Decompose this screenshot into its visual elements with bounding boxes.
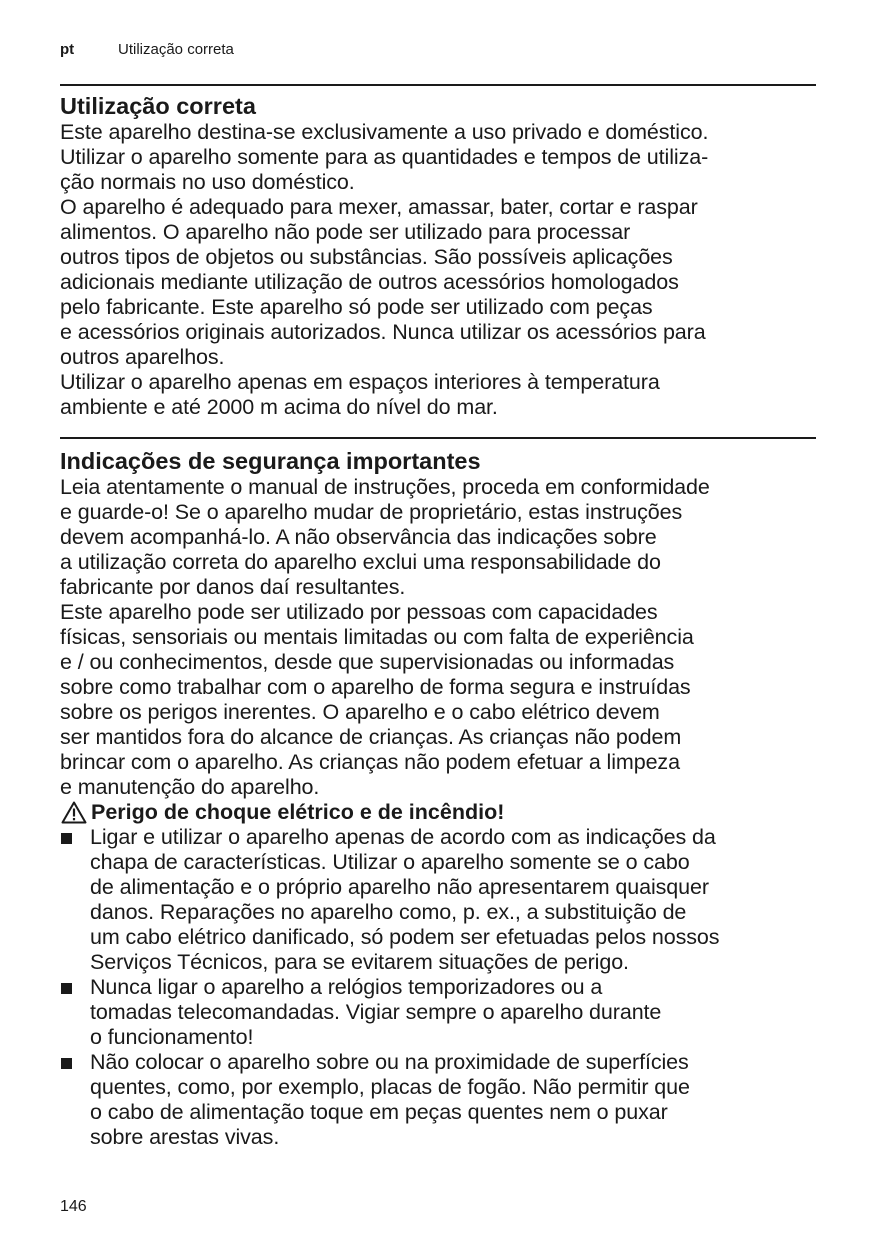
section-intended-use [60, 92, 820, 420]
bullet-square-icon [61, 833, 72, 844]
section-heading: Indicações de segurança importantes [60, 448, 481, 474]
text-line: um cabo elétrico danificado, só podem ser efetuadas pelos nossos [90, 925, 720, 949]
section-body [60, 475, 820, 800]
manual-page [60, 0, 816, 1241]
text-line: Este aparelho pode ser utilizado por pessoas com capacidades [60, 600, 658, 624]
list-item [60, 975, 820, 1050]
text-line: sobre os perigos inerentes. O aparelho e o cabo elétrico devem [60, 700, 660, 724]
text-line: chapa de características. Utilizar o aparelho somente se o cabo [90, 850, 690, 874]
bullet-square-icon [61, 983, 72, 994]
text-line: Serviços Técnicos, para se evitarem situações de perigo. [90, 950, 629, 974]
text-line: o cabo de alimentação toque em peças quentes nem o puxar [90, 1100, 668, 1124]
text-line: alimentos. O aparelho não pode ser utilizado para processar [60, 220, 631, 244]
text-line: Não colocar o aparelho sobre ou na proximidade de superfícies [90, 1050, 689, 1074]
text-line: o funcionamento! [90, 1025, 254, 1049]
warning-heading [60, 800, 820, 825]
text-line: outros tipos de objetos ou substâncias. São possíveis aplicações [60, 245, 673, 269]
bullet-square-icon [61, 1058, 72, 1069]
text-line: sobre como trabalhar com o aparelho de forma segura e instruídas [60, 675, 691, 699]
running-header-title: Utilização correta [118, 41, 234, 58]
warning-heading-text: Perigo de choque elétrico e de incêndio! [91, 800, 505, 824]
text-line: devem acompanhá-lo. A não observância das indicações sobre [60, 525, 657, 549]
section-divider [60, 84, 816, 86]
warning-triangle-icon [61, 801, 87, 824]
page-number: 146 [60, 1198, 87, 1215]
text-line: ser mantidos fora do alcance de crianças. As crianças não podem [60, 725, 682, 749]
text-line: outros aparelhos. [60, 345, 225, 369]
text-line: Nunca ligar o aparelho a relógios temporizadores ou a [90, 975, 603, 999]
text-line: Utilizar o aparelho somente para as quantidades e tempos de utiliza- [60, 145, 709, 169]
text-line: Ligar e utilizar o aparelho apenas de acordo com as indicações da [90, 825, 716, 849]
text-line: ambiente e até 2000 m acima do nível do mar. [60, 395, 498, 419]
text-line: ção normais no uso doméstico. [60, 170, 355, 194]
text-line: Este aparelho destina-se exclusivamente a uso privado e doméstico. [60, 120, 709, 144]
section-heading: Utilização correta [60, 93, 256, 119]
text-line: e manutenção do aparelho. [60, 775, 320, 799]
section-divider [60, 437, 816, 439]
text-line: físicas, sensoriais ou mentais limitadas ou com falta de experiência [60, 625, 694, 649]
text-line: O aparelho é adequado para mexer, amassar, bater, cortar e raspar [60, 195, 698, 219]
text-line: quentes, como, por exemplo, placas de fogão. Não permitir que [90, 1075, 690, 1099]
text-line: sobre arestas vivas. [90, 1125, 280, 1149]
text-line: danos. Reparações no aparelho como, p. ex., a substituição de [90, 900, 687, 924]
text-line: tomadas telecomandadas. Vigiar sempre o aparelho durante [90, 1000, 662, 1024]
text-line: a utilização correta do aparelho exclui uma responsabilidade do [60, 550, 661, 574]
section-safety-instructions [60, 447, 820, 1150]
text-line: e / ou conhecimentos, desde que supervisionadas ou informadas [60, 650, 675, 674]
text-line: Utilizar o aparelho apenas em espaços interiores à temperatura [60, 370, 660, 394]
list-item [60, 1050, 820, 1150]
text-line: fabricante por danos daí resultantes. [60, 575, 406, 599]
warning-block [60, 800, 820, 1150]
running-header [60, 41, 234, 59]
section-body [60, 120, 820, 420]
text-line: adicionais mediante utilização de outros acessórios homologados [60, 270, 679, 294]
text-line: brincar com o aparelho. As crianças não podem efetuar a limpeza [60, 750, 680, 774]
text-line: Leia atentamente o manual de instruções, proceda em conformidade [60, 475, 710, 499]
text-line: pelo fabricante. Este aparelho só pode ser utilizado com peças [60, 295, 653, 319]
language-code: pt [60, 41, 75, 58]
text-line: de alimentação e o próprio aparelho não apresentarem quaisquer [90, 875, 709, 899]
text-line: e guarde-o! Se o aparelho mudar de proprietário, estas instruções [60, 500, 683, 524]
list-item [60, 825, 820, 975]
text-line: e acessórios originais autorizados. Nunca utilizar os acessórios para [60, 320, 706, 344]
